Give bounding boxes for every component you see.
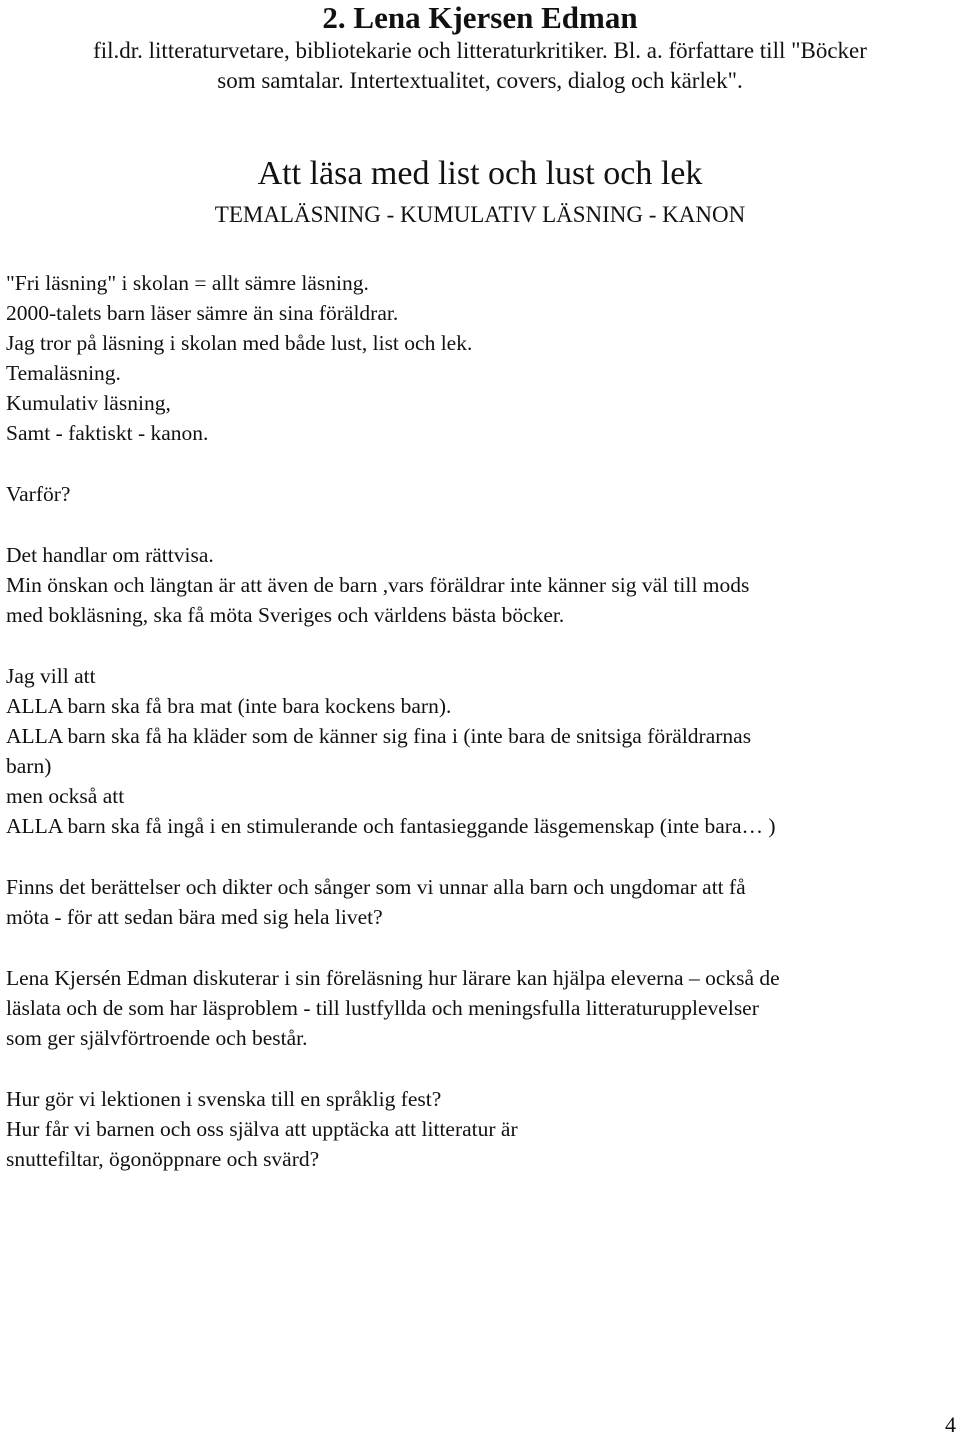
speaker-description-line-1: fil.dr. litteraturvetare, bibliotekarie och litteraturkritiker. Bl. a. författare till "Böcker bbox=[93, 38, 867, 63]
why-question: Varför? bbox=[6, 482, 71, 506]
intro-line: 2000-talets barn läser sämre än sina föräldrar. bbox=[6, 301, 399, 325]
stories-line: möta - för att sedan bära med sig hela livet? bbox=[6, 905, 383, 929]
intro-line: Samt - faktiskt - kanon. bbox=[6, 421, 209, 445]
question-line: snuttefiltar, ögonöppnare och svärd? bbox=[6, 1147, 320, 1171]
question-line: Hur gör vi lektionen i svenska till en språklig fest? bbox=[6, 1087, 442, 1111]
stories-line: Finns det berättelser och dikter och sånger som vi unnar alla barn och ungdomar att få bbox=[6, 875, 746, 899]
paragraph-gap bbox=[6, 841, 960, 872]
paragraph-gap bbox=[6, 509, 960, 540]
fairness-line: med bokläsning, ska få möta Sveriges och världens bästa böcker. bbox=[6, 603, 565, 627]
paragraph-gap bbox=[6, 448, 960, 479]
paragraph-gap bbox=[6, 1053, 960, 1084]
lecture-subtitle: TEMALÄSNING - KUMULATIV LÄSNING - KANON bbox=[214, 202, 746, 227]
lecture-description-line: Lena Kjersén Edman diskuterar i sin föreläsning hur lärare kan hjälpa eleverna – också de bbox=[6, 966, 780, 990]
fairness-line: Det handlar om rättvisa. bbox=[6, 543, 214, 567]
lecture-body bbox=[6, 268, 960, 1174]
lecture-description-line: som ger självförtroende och består. bbox=[6, 1026, 308, 1050]
intro-line: Temaläsning. bbox=[6, 361, 121, 385]
intro-line: Kumulativ läsning, bbox=[6, 391, 171, 415]
lecture-description-line: läslata och de som har läsproblem - till lustfyllda och meningsfulla litteraturupplevelser bbox=[6, 996, 759, 1020]
lecture-title: Att läsa med list och lust och lek bbox=[257, 155, 703, 192]
wish-line: ALLA barn ska få ha kläder som de känner sig fina i (inte bara de snitsiga föräldrarnas bbox=[6, 724, 752, 748]
wish-line: Jag vill att bbox=[6, 664, 96, 688]
speaker-description-line-2: som samtalar. Intertextualitet, covers, dialog och kärlek". bbox=[217, 68, 743, 93]
question-line: Hur får vi barnen och oss själva att upptäcka att litteratur är bbox=[6, 1117, 518, 1141]
page-number: 4 bbox=[945, 1412, 956, 1437]
document-header bbox=[0, 0, 960, 96]
wish-line: barn) bbox=[6, 754, 52, 778]
intro-line: "Fri läsning" i skolan = allt sämre läsning. bbox=[6, 271, 369, 295]
intro-line: Jag tror på läsning i skolan med både lust, list och lek. bbox=[6, 331, 473, 355]
paragraph-gap bbox=[6, 932, 960, 963]
wish-line: ALLA barn ska få ingå i en stimulerande och fantasieggande läsgemenskap (inte bara… ) bbox=[6, 814, 776, 838]
speaker-title: 2. Lena Kjersen Edman bbox=[322, 0, 638, 35]
wish-line: ALLA barn ska få bra mat (inte bara kockens barn). bbox=[6, 694, 452, 718]
paragraph-gap bbox=[6, 630, 960, 661]
fairness-line: Min önskan och längtan är att även de barn ,vars föräldrar inte känner sig väl till mods bbox=[6, 573, 750, 597]
wish-line: men också att bbox=[6, 784, 125, 808]
